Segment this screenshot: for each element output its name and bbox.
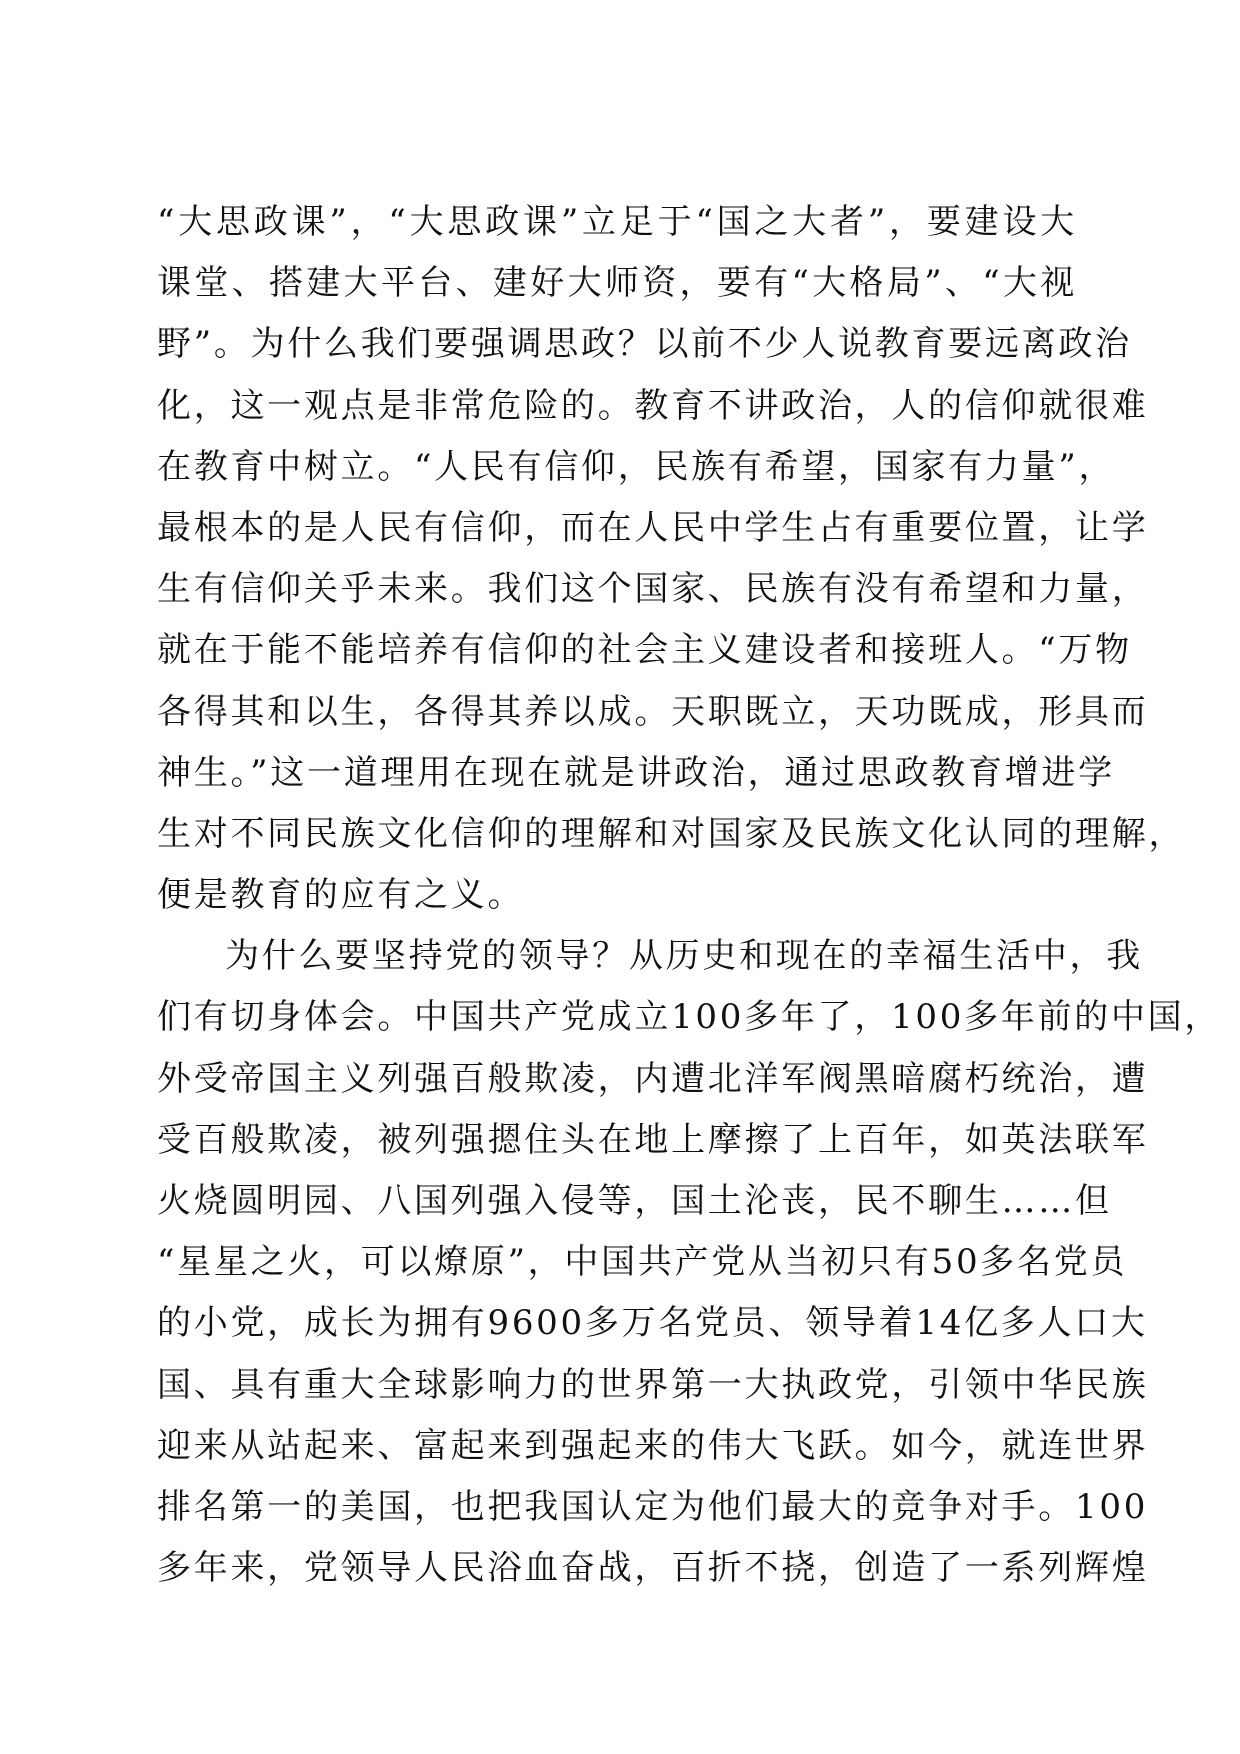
text-line: 们有切身体会。中国共产党成立100多年了，100多年前的中国，	[157, 997, 1222, 1038]
text-line: 便是教育的应有之义。	[157, 875, 525, 916]
text-line: 生对不同民族文化信仰的理解和对国家及民族文化认同的理解，	[157, 813, 1186, 854]
text-line: 排名第一的美国，也把我国认定为他们最大的竞争对手。100	[157, 1486, 1149, 1527]
paragraph-2	[157, 926, 1222, 1599]
text-line: “星星之火，可以燎原”，中国共产党从当初只有50多名党员	[157, 1242, 1128, 1283]
text-line: 就在于能不能培养有信仰的社会主义建设者和接班人。“万物	[157, 630, 1132, 671]
text-line: 神生。”这一道理用在现在就是讲政治，通过思政教育增进学	[157, 752, 1115, 793]
text-line: 迎来从站起来、富起来到强起来的伟大飞跃。如今，就连世界	[157, 1425, 1149, 1466]
text-line: 化，这一观点是非常危险的。教育不讲政治，人的信仰就很难	[157, 385, 1149, 426]
text-line: “大思政课”，“大思政课”立足于“国之大者”，要建设大	[157, 202, 1077, 242]
text-line: 野”。为什么我们要强调思政？以前不少人说教育要远离政治	[157, 324, 1132, 365]
text-line: 生有信仰关乎未来。我们这个国家、民族有没有希望和力量，	[157, 569, 1149, 610]
text-line: 各得其和以生，各得其养以成。天职既立，天功既成，形具而	[157, 691, 1149, 732]
text-line: 最根本的是人民有信仰，而在人民中学生占有重要位置，让学	[157, 507, 1149, 548]
document-body	[157, 192, 1222, 1599]
text-line: 多年来，党领导人民浴血奋战，百折不挠，创造了一系列辉煌	[157, 1548, 1149, 1589]
text-line: 受百般欺凌，被列强摁住头在地上摩擦了上百年，如英法联军	[157, 1119, 1149, 1160]
text-line: 在教育中树立。“人民有信仰，民族有希望，国家有力量”，	[157, 446, 1116, 487]
text-line: 国、具有重大全球影响力的世界第一大执政党，引领中华民族	[157, 1364, 1149, 1405]
text-line: 为什么要坚持党的领导？从历史和现在的幸福生活中，我	[225, 936, 1143, 977]
text-line: 课堂、搭建大平台、建好大师资，要有“大格局”、“大视	[157, 263, 1077, 304]
text-line: 火烧圆明园、八国列强入侵等，国土沦丧，民不聊生……但	[157, 1181, 1112, 1221]
paragraph-1	[157, 192, 1186, 926]
text-line: 的小党，成长为拥有9600多万名党员、领导着14亿多人口大	[157, 1303, 1148, 1344]
text-line: 外受帝国主义列强百般欺凌，内遭北洋军阀黑暗腐朽统治，遭	[157, 1058, 1149, 1099]
